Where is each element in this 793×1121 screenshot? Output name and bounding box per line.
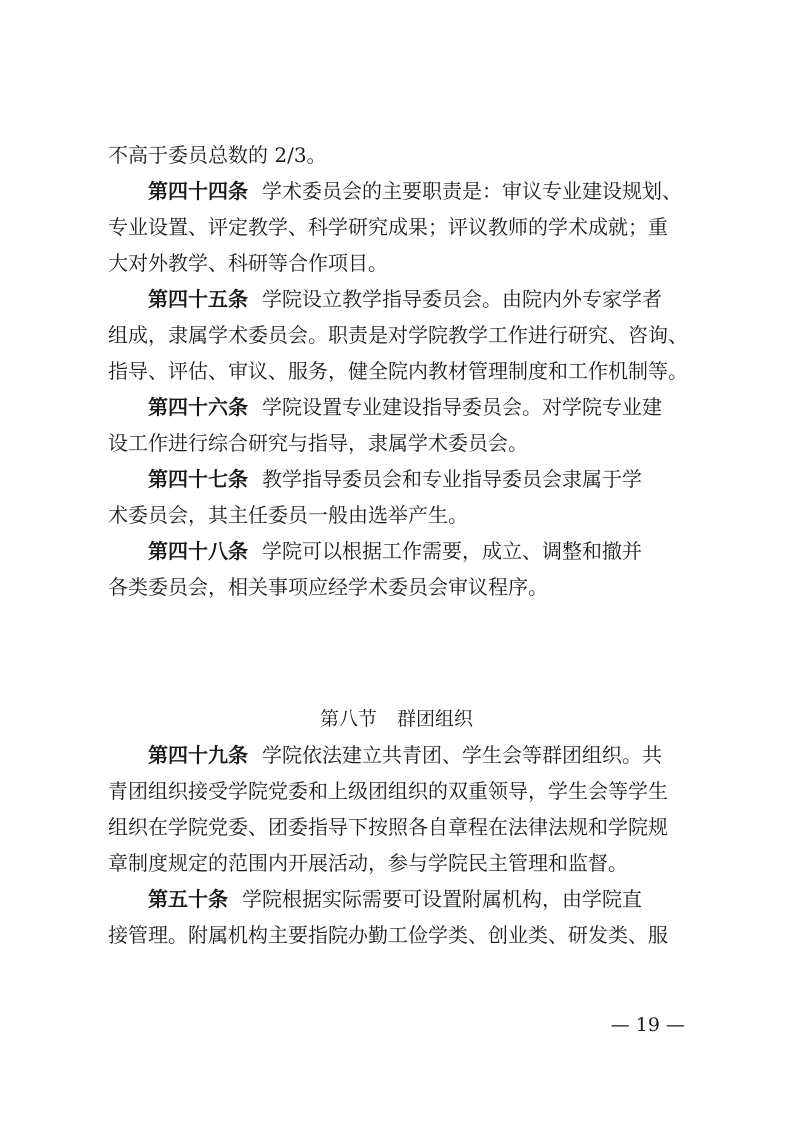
text-line: 组成，隶属学术委员会。职责是对学院教学工作进行研究、咨询、: [108, 323, 688, 347]
section-heading: [0, 707, 793, 731]
page-number: — 19 —: [610, 1014, 685, 1036]
article-number: 第四十六条: [148, 395, 248, 419]
text-line: 各类委员会，相关事项应经学术委员会审议程序。: [108, 575, 548, 599]
text-line: 青团组织接受学院党委和上级团组织的双重领导，学生会等学生: [108, 779, 668, 803]
text-line: 不高于委员总数的 2/3。: [108, 143, 327, 167]
article-number: 第五十条: [148, 887, 228, 911]
text-line: 术委员会，其主任委员一般由选举产生。: [108, 503, 468, 527]
article-45-line: 第四十五条 学院设立教学指导委员会。由院内外专家学者: [148, 287, 662, 311]
article-number: 第四十九条: [148, 743, 248, 767]
text-line: 指导、评估、审议、服务，健全院内教材管理制度和工作机制等。: [108, 359, 688, 383]
article-number: 第四十七条: [148, 467, 248, 491]
article-number: 第四十四条: [148, 179, 248, 203]
article-44-line: 第四十四条 学术委员会的主要职责是：审议专业建设规划、: [148, 179, 682, 203]
text-line: 接管理。附属机构主要指院办勤工俭学类、创业类、研发类、服: [108, 923, 668, 947]
text-line: 设工作进行综合研究与指导，隶属学术委员会。: [108, 431, 528, 455]
article-number: 第四十五条: [148, 287, 248, 311]
text-line: 专业设置、评定教学、科学研究成果；评议教师的学术成就；重: [108, 215, 668, 239]
text-line: 大对外教学、科研等合作项目。: [108, 251, 388, 275]
text-line: 章制度规定的范围内开展活动，参与学院民主管理和监督。: [108, 851, 628, 875]
article-47-line: 第四十七条 教学指导委员会和专业指导委员会隶属于学: [148, 467, 642, 491]
section-number: 第八节: [319, 708, 377, 730]
section-title: 群团组织: [397, 708, 474, 730]
article-49-line: 第四十九条 学院依法建立共青团、学生会等群团组织。共: [148, 743, 662, 767]
article-46-line: 第四十六条 学院设置专业建设指导委员会。对学院专业建: [148, 395, 662, 419]
article-number: 第四十八条: [148, 539, 248, 563]
article-48-line: 第四十八条 学院可以根据工作需要，成立、调整和撤并: [148, 539, 642, 563]
article-50-line: 第五十条 学院根据实际需要可设置附属机构，由学院直: [148, 887, 642, 911]
text-line: 组织在学院党委、团委指导下按照各自章程在法律法规和学院规: [108, 815, 668, 839]
